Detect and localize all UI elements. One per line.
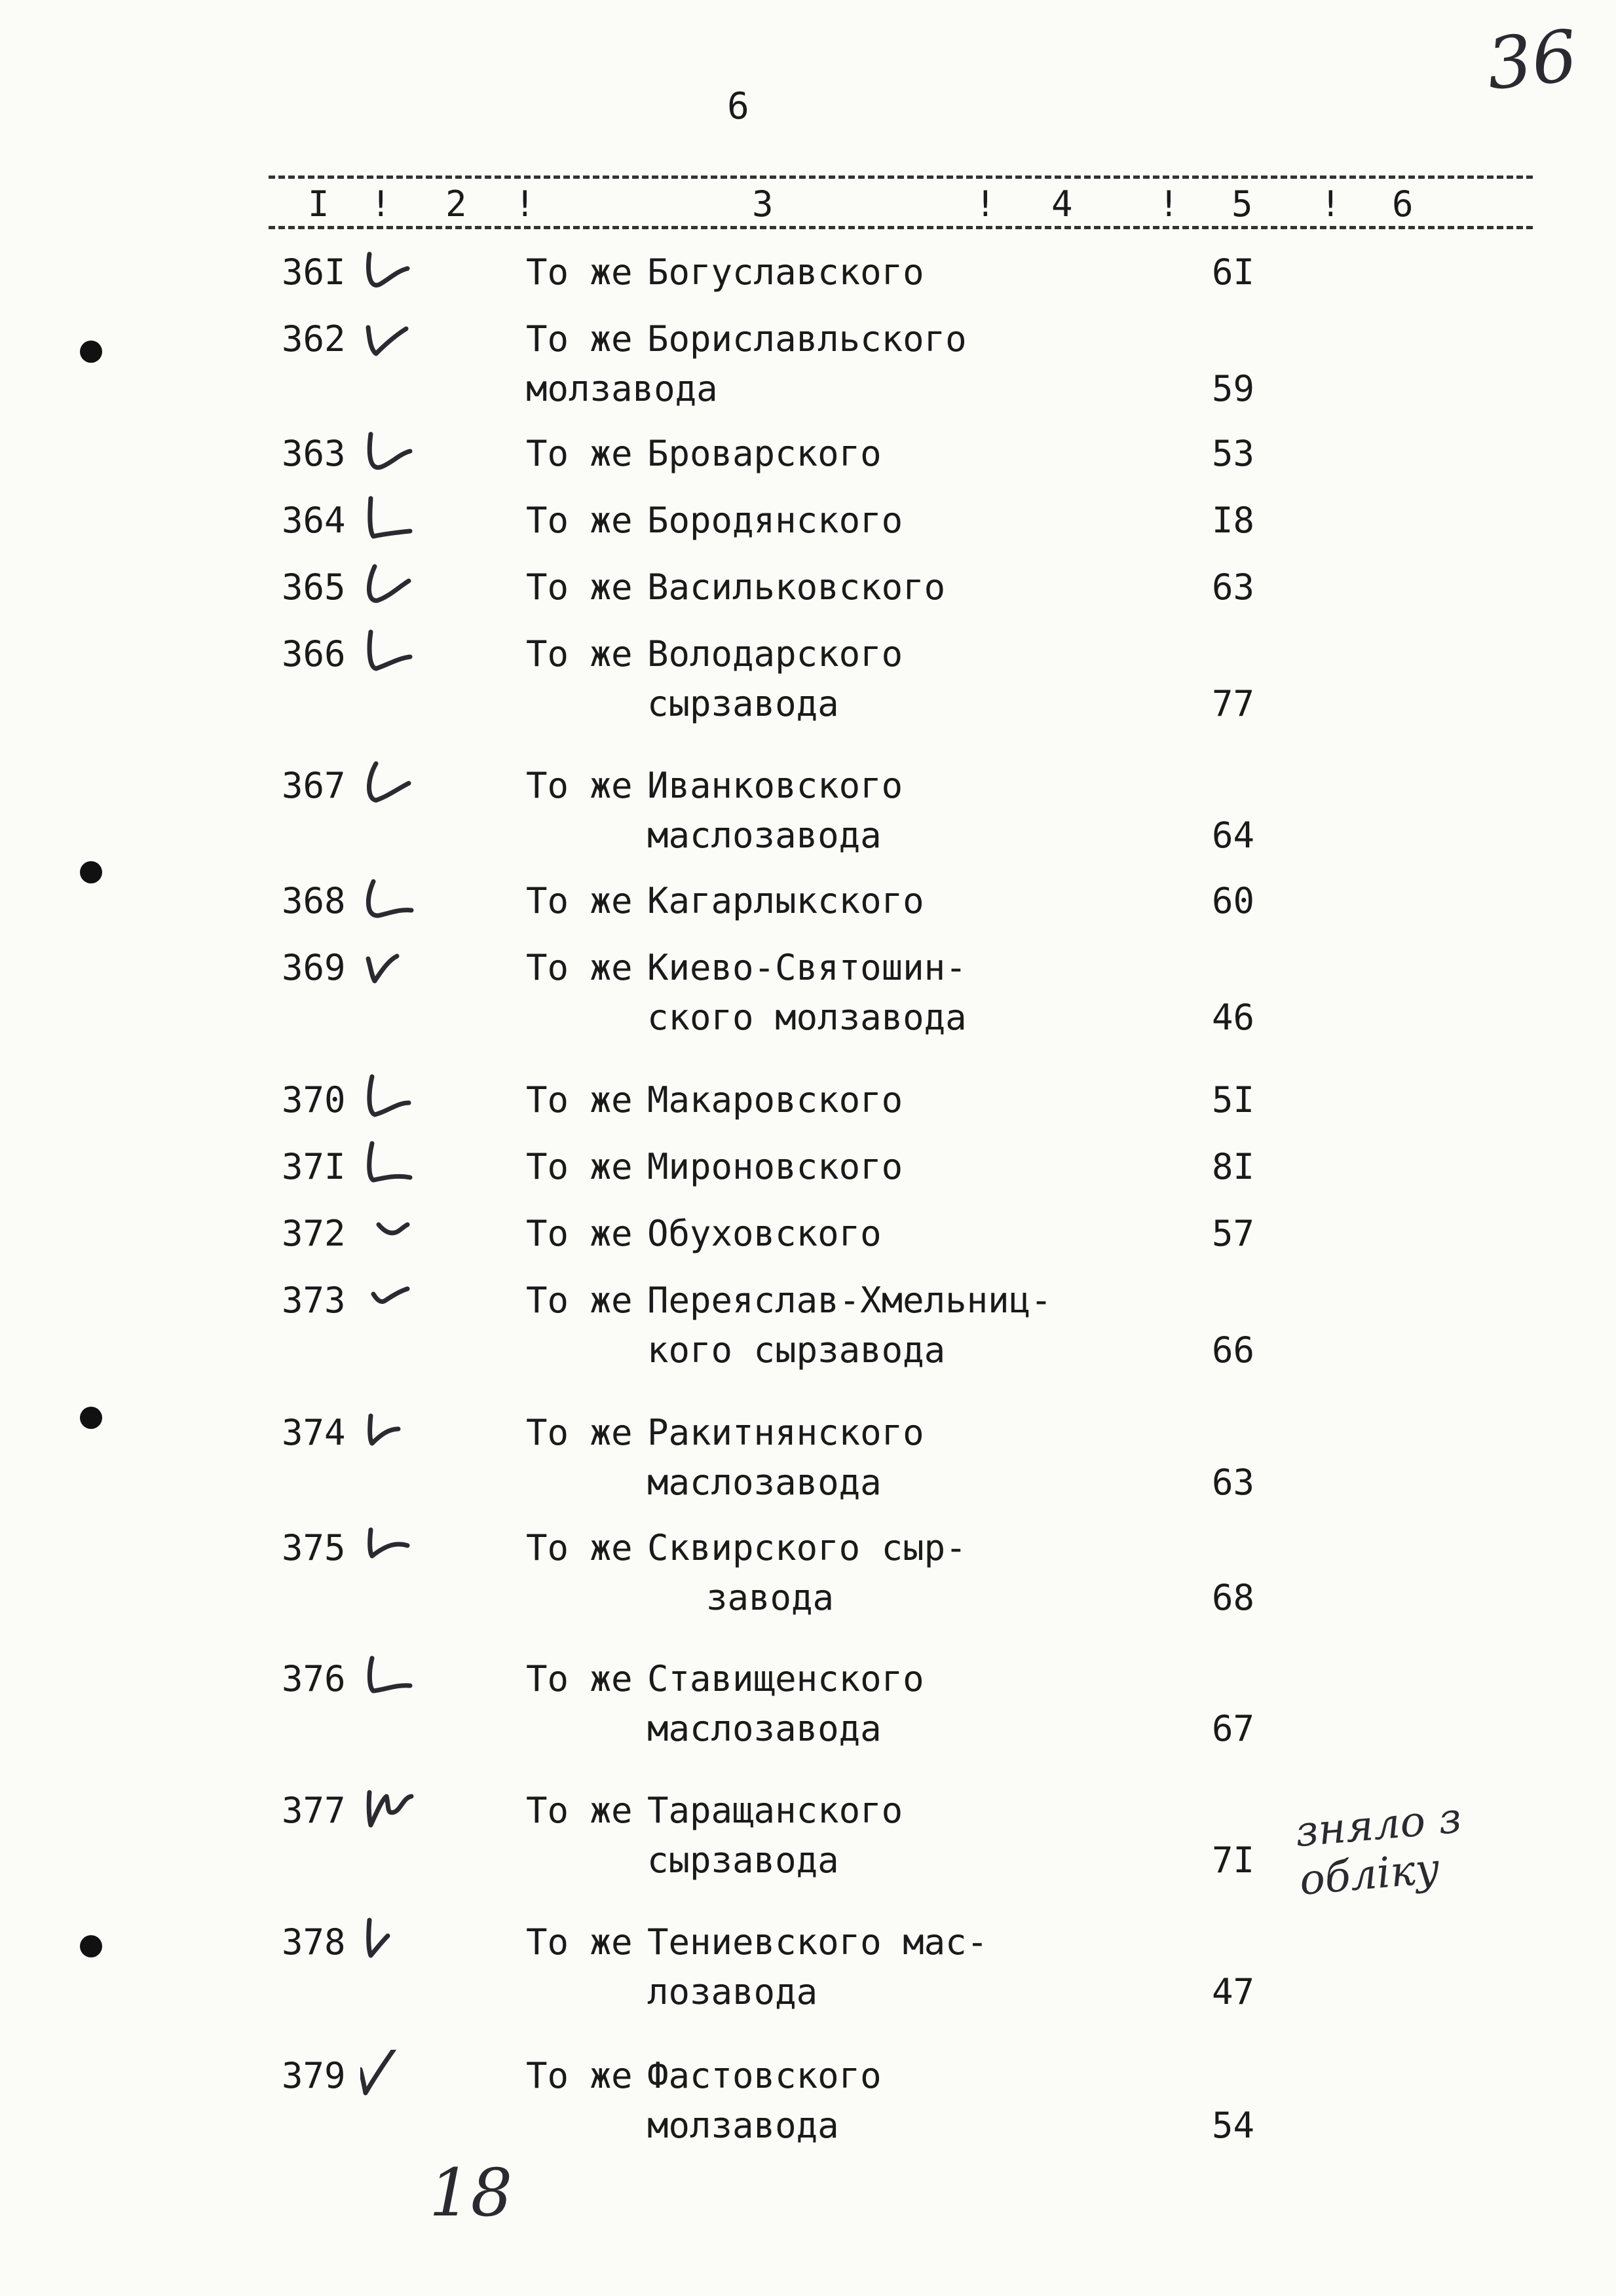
row-description-continued: лозавода [647,1971,818,2012]
row-description: Обуховского [647,1213,882,1254]
row-prefix: То же [526,1790,633,1831]
row-number: 362 [282,318,346,360]
checkmark-icon [360,942,439,993]
row-prefix: То же [526,1079,633,1120]
checkmark-icon [360,1074,439,1125]
column-separator: ! [975,183,996,225]
checkmark-icon [360,760,439,811]
table-row [0,248,1616,293]
row-description-continued: сырзавода [647,1840,839,1881]
row-description-continued: маслозавода [647,815,882,856]
row-value: 63 [1212,566,1255,608]
row-description: Бориславльского [647,318,967,360]
row-description: Макаровского [647,1079,903,1120]
row-value: 6I [1212,251,1255,293]
checkmark-icon [360,1916,439,1967]
row-description: Ракитнянского [647,1412,924,1453]
table-row [0,2051,1616,2146]
table-row [0,429,1616,474]
row-description: Фастовского [647,2055,882,2096]
row-prefix: То же [526,947,633,988]
row-prefix: То же [526,2055,633,2096]
row-prefix: То же [526,251,633,293]
row-number: 372 [282,1213,346,1254]
column-separator: ! [514,183,536,225]
row-prefix: То же [526,500,633,541]
row-value: 59 [1212,368,1255,409]
row-prefix: То же [526,433,633,474]
row-number: 376 [282,1658,346,1699]
row-description: Мироновского [647,1146,903,1187]
row-description-continued: завода [706,1577,835,1618]
table-row [0,1917,1616,2012]
column-separator: ! [1158,183,1180,225]
page-number: 6 [727,85,749,128]
punch-hole [80,1935,102,1957]
archive-folio-number: 36 [1482,15,1581,106]
table-row [0,629,1616,724]
checkmark-icon [360,313,439,364]
checkmark-icon [360,246,439,297]
row-description: Бородянского [647,500,903,541]
row-number: 373 [282,1280,346,1321]
row-prefix: То же [526,880,633,921]
row-value: 47 [1212,1971,1255,2012]
checkmark-icon [360,1653,439,1704]
row-description-continued: ского молзавода [647,997,967,1038]
row-description: Ставищенского [647,1658,924,1699]
row-value: 67 [1212,1708,1255,1749]
row-number: 366 [282,633,346,675]
row-value: 60 [1212,880,1255,921]
row-number: 379 [282,2055,346,2096]
table-row [0,1408,1616,1503]
checkmark-icon [360,1407,439,1458]
row-description-continued: молзавода [526,368,718,409]
row-description-continued: кого сырзавода [647,1329,946,1371]
row-number: 377 [282,1790,346,1831]
column-separator: ! [1320,183,1342,225]
row-number: 370 [282,1079,346,1120]
row-description-continued: сырзавода [647,683,839,724]
row-value: 46 [1212,997,1255,1038]
checkmark-icon [360,1522,439,1573]
row-prefix: То же [526,1280,633,1321]
row-value: 7I [1212,1840,1255,1881]
table-row [0,314,1616,409]
checkmark-icon [360,1785,439,1836]
row-description: Сквирского сыр- [647,1527,967,1568]
checkmark-icon [360,428,439,479]
table-row [0,563,1616,608]
row-prefix: То же [526,1921,633,1963]
column-header-1: I [308,183,329,225]
checkmark-icon [360,494,439,546]
handwritten-margin-note: зняло з обліку [1293,1794,1463,1905]
row-prefix: То же [526,1527,633,1568]
table-row [0,876,1616,921]
row-number: 369 [282,947,346,988]
column-header-6: 6 [1392,183,1414,225]
row-prefix: То же [526,633,633,675]
row-description: Тениевского мас- [647,1921,988,1963]
column-header-4: 4 [1051,183,1073,225]
row-prefix: То же [526,1146,633,1187]
handwritten-footer-number: 18 [429,2155,513,2231]
row-number: 374 [282,1412,346,1453]
row-prefix: То же [526,1658,633,1699]
row-description: Иванковского [647,765,903,806]
row-prefix: То же [526,1213,633,1254]
checkmark-icon [360,628,439,679]
checkmark-icon [360,2050,439,2101]
row-value: 66 [1212,1329,1255,1371]
table-row [0,1523,1616,1618]
column-separator: ! [370,183,392,225]
row-prefix: То же [526,765,633,806]
row-prefix: То же [526,1412,633,1453]
row-description: Киево-Святошин- [647,947,967,988]
checkmark-icon [360,1274,439,1325]
row-value: 5I [1212,1079,1255,1120]
row-value: 53 [1212,433,1255,474]
checkmark-icon [360,875,439,926]
row-number: 365 [282,566,346,608]
row-number: 37I [282,1146,346,1187]
row-number: 364 [282,500,346,541]
row-description: Богуславского [647,251,924,293]
row-description: Броварского [647,433,882,474]
table-row [0,1654,1616,1749]
row-description: Володарского [647,633,903,675]
row-number: 363 [282,433,346,474]
row-description: Таращанского [647,1790,903,1831]
row-number: 378 [282,1921,346,1963]
table-row [0,1209,1616,1254]
table-row [0,496,1616,541]
table-row [0,1276,1616,1371]
row-prefix: То же [526,318,633,360]
row-number: 368 [282,880,346,921]
column-header-2: 2 [445,183,467,225]
header-rule-top [269,176,1533,179]
checkmark-icon [360,1208,439,1259]
row-prefix: То же [526,566,633,608]
checkmark-icon [360,561,439,612]
row-description-continued: молзавода [647,2105,839,2146]
row-description: Переяслав-Хмельниц- [647,1280,1052,1321]
column-header-3: 3 [752,183,774,225]
column-header-5: 5 [1231,183,1253,225]
punch-hole [80,341,102,363]
table-row [0,943,1616,1038]
table-row [0,1142,1616,1187]
row-number: 367 [282,765,346,806]
row-description-continued: маслозавода [647,1462,882,1503]
row-value: 8I [1212,1146,1255,1187]
row-number: 375 [282,1527,346,1568]
checkmark-icon [360,1141,439,1192]
row-value: I8 [1212,500,1255,541]
row-value: 54 [1212,2105,1255,2146]
row-value: 57 [1212,1213,1255,1254]
row-value: 68 [1212,1577,1255,1618]
row-description: Кагарлыкского [647,880,924,921]
row-description-continued: маслозавода [647,1708,882,1749]
row-value: 64 [1212,815,1255,856]
table-row [0,761,1616,856]
row-description: Васильковского [647,566,946,608]
row-number: 36I [282,251,346,293]
row-value: 77 [1212,683,1255,724]
table-row [0,1075,1616,1120]
header-rule-bottom [269,226,1533,229]
row-value: 63 [1212,1462,1255,1503]
